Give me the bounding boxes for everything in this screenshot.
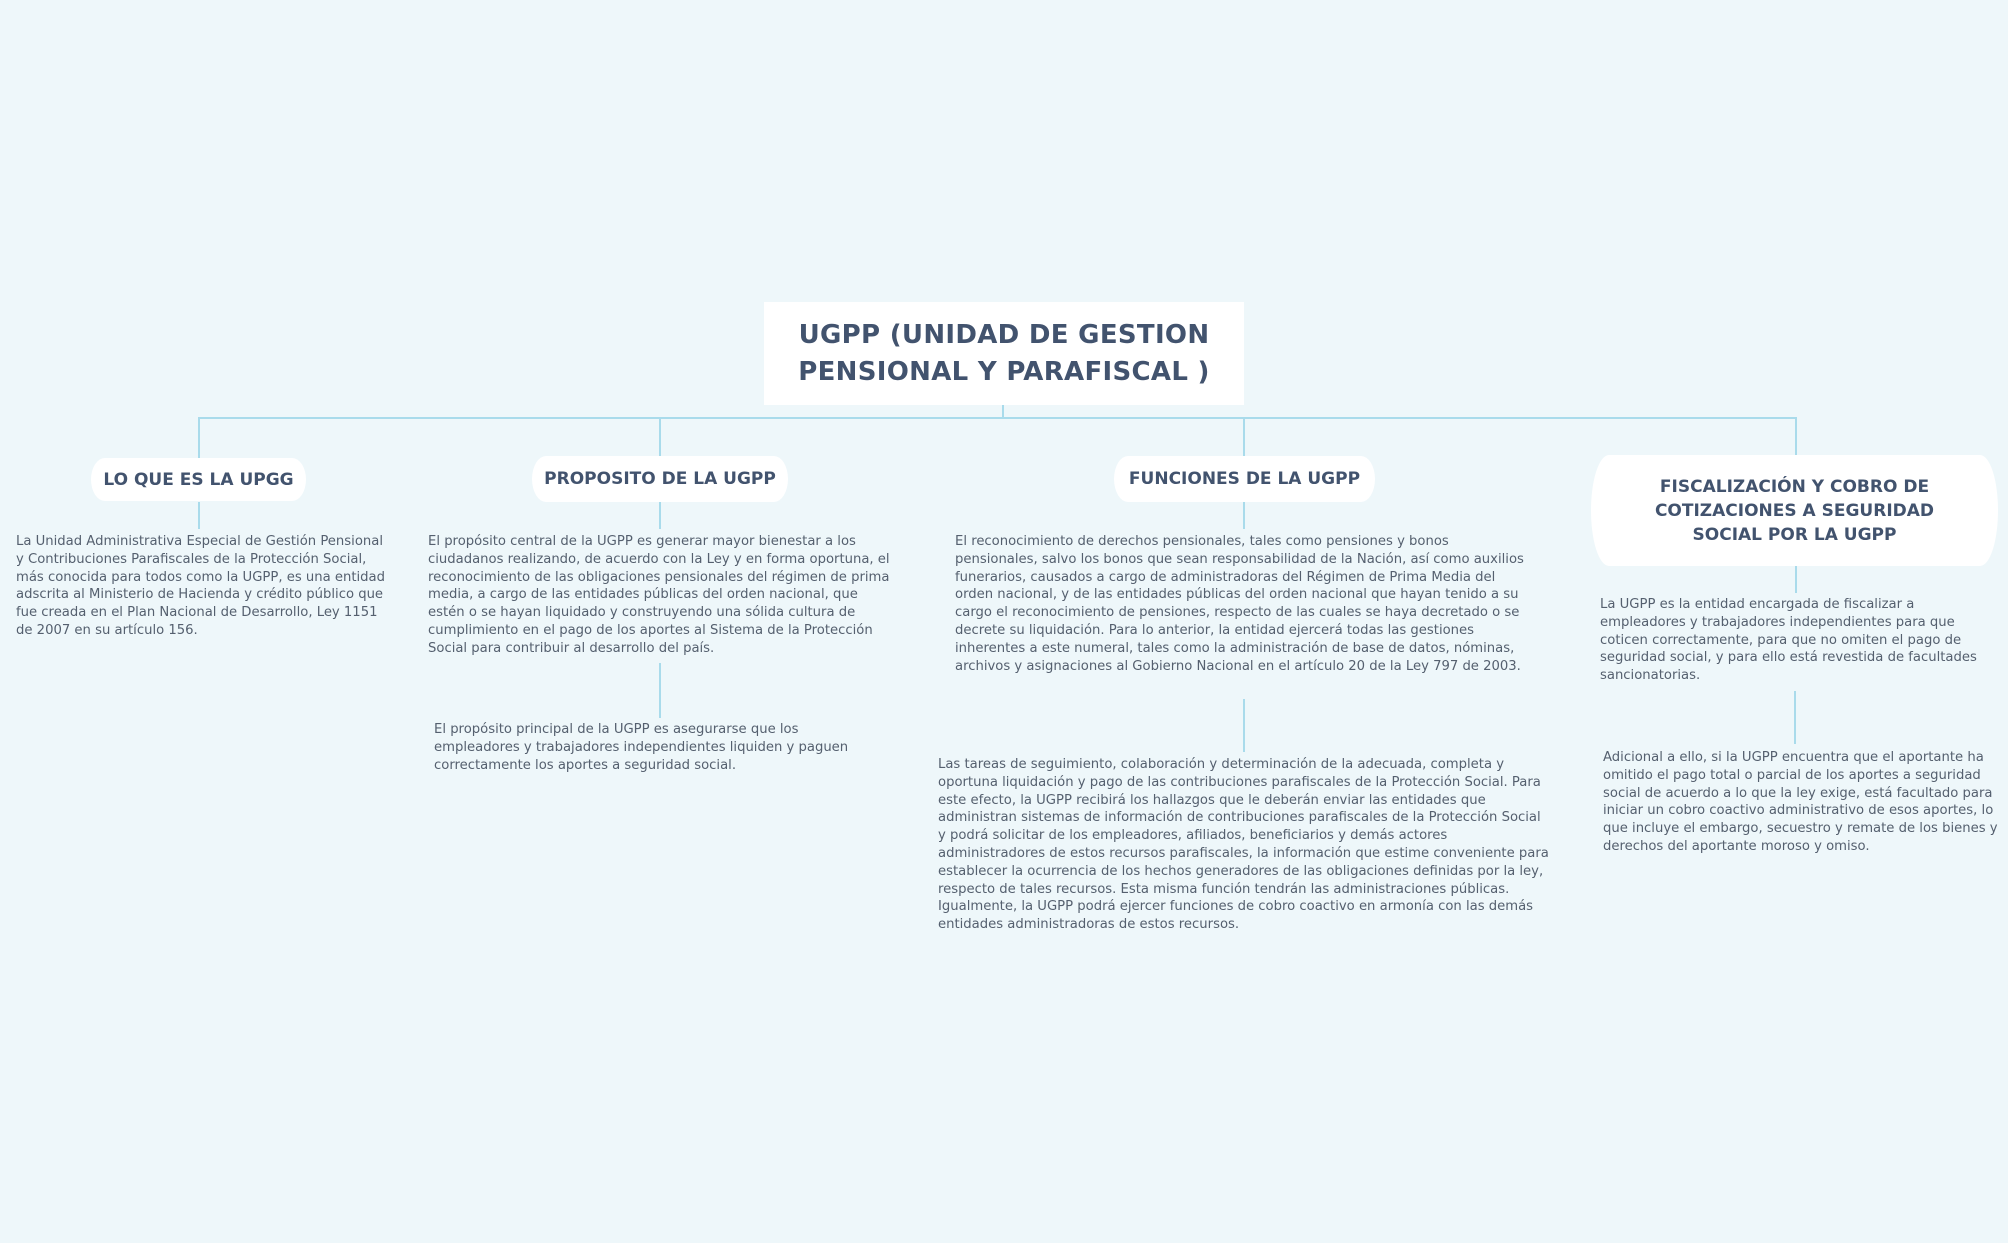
note-fiscalizacion-2: Adicional a ello, si la UGPP encuentra que el aportante ha omitido el pago total o parcial de los aportes a seguridad social de acuerdo a lo que la ley exige, está facultado para iniciar un cobro coactivo administrativo de esos aportes, lo que incluye el embargo, secuestro y remate de los bienes y derechos del aportante moroso y omiso. [1603,750,1998,854]
note-funciones-2: Las tareas de seguimiento, colaboración y determinación de la adecuada, completa y oportuna liquidación y pago de las contribuciones parafiscales de la Protección Social. Para este efecto, la UGPP recibirá los hallazgos que le deberán enviar las entidades que administran sistemas de información de contribuciones parafiscales de la Protección Social y podrá solicitar de los empleadores, afiliados, beneficiarios y demás actores administradores de estos recursos parafiscales, la información que estime conveniente para establecer la ocurrencia de los hechos generadores de las obligaciones definidas por la ley, respecto de tales recursos. Esta misma función tendrán las administraciones públicas. Igualmente, la UGPP podrá ejercer funciones de cobro coactivo en armonía con las demás entidades administradoras de estos recursos. [938,757,1549,933]
topic-lo-que-es[interactable] [91,458,306,501]
connector-drop-1 [198,417,200,458]
connector-drop-3 [1243,417,1245,456]
connector-drop-4 [1795,417,1797,455]
topic-fiscalizacion[interactable] [1591,455,1998,566]
note-funciones-1: El reconocimiento de derechos pensionales, tales como pensiones y bonos pensionales, salvo los bonos que sean responsabilidad de la Nación, así como auxilios funerarios, causados a cargo de administradoras del Régimen de Prima Media del orden nacional, y de las entidades públicas del orden nacional que hayan tenido a su cargo el reconocimiento de pensiones, respecto de las cuales se haya decretado o se decrete su liquidación. Para lo anterior, la entidad ejercerá todas las gestiones inherentes a este numeral, tales como la administración de base de datos, nóminas, archivos y asignaciones al Gobierno Nacional en el artículo 20 de la Ley 797 de 2003. [955,534,1524,674]
topic-label: PROPOSITO DE LA UGPP [544,469,776,489]
central-topic-title: UGPP (UNIDAD DE GESTION PENSIONAL Y PARAFISCAL ) [798,319,1210,387]
connector-horizontal-bus [198,417,1797,419]
connector-branch2-note2 [659,663,661,718]
connector-branch3-note2 [1243,699,1245,752]
connector-branch4-note1 [1795,566,1797,593]
connector-branch2-note1 [659,502,661,529]
connector-branch3-note1 [1243,502,1245,529]
connector-drop-2 [659,417,661,456]
note-proposito-2: El propósito principal de la UGPP es asegurarse que los empleadores y trabajadores independientes liquiden y paguen correctamente los aportes a seguridad social. [434,722,849,773]
note-lo-que-es-1: La Unidad Administrativa Especial de Gestión Pensional y Contribuciones Parafiscales de la Protección Social, más conocida para todos como la UGPP, es una entidad adscrita al Ministerio de Hacienda y crédito público que fue creada en el Plan Nacional de Desarrollo, Ley 1151 de 2007 en su artículo 156. [16,534,385,638]
topic-label: FUNCIONES DE LA UGPP [1128,469,1361,489]
topic-label: LO QUE ES LA UPGG [103,469,294,490]
connector-branch1-note1 [198,502,200,529]
topic-proposito[interactable] [532,456,788,502]
connector-branch4-note2 [1794,691,1796,744]
topic-label: FISCALIZACIÓN Y COBRO DE COTIZACIONES A SEGURIDAD SOCIAL POR LA UGPP [1654,476,1935,545]
topic-funciones[interactable] [1114,456,1375,502]
note-fiscalizacion-1: La UGPP es la entidad encargada de fiscalizar a empleadores y trabajadores independientes para que coticen correctamente, para que no omiten el pago de seguridad social, y para ello está revestida de facultades sancionatorias. [1600,597,1977,684]
central-topic[interactable] [764,302,1244,405]
note-proposito-1: El propósito central de la UGPP es generar mayor bienestar a los ciudadanos realizando, de acuerdo con la Ley y en forma oportuna, el reconocimiento de las obligaciones pensionales del régimen de prima media, a cargo de las entidades públicas del orden nacional, que estén o se hayan liquidado y construyendo una sólida cultura de cumplimiento en el pago de los aportes al Sistema de la Protección Social para contribuir al desarrollo del país. [428,534,890,656]
